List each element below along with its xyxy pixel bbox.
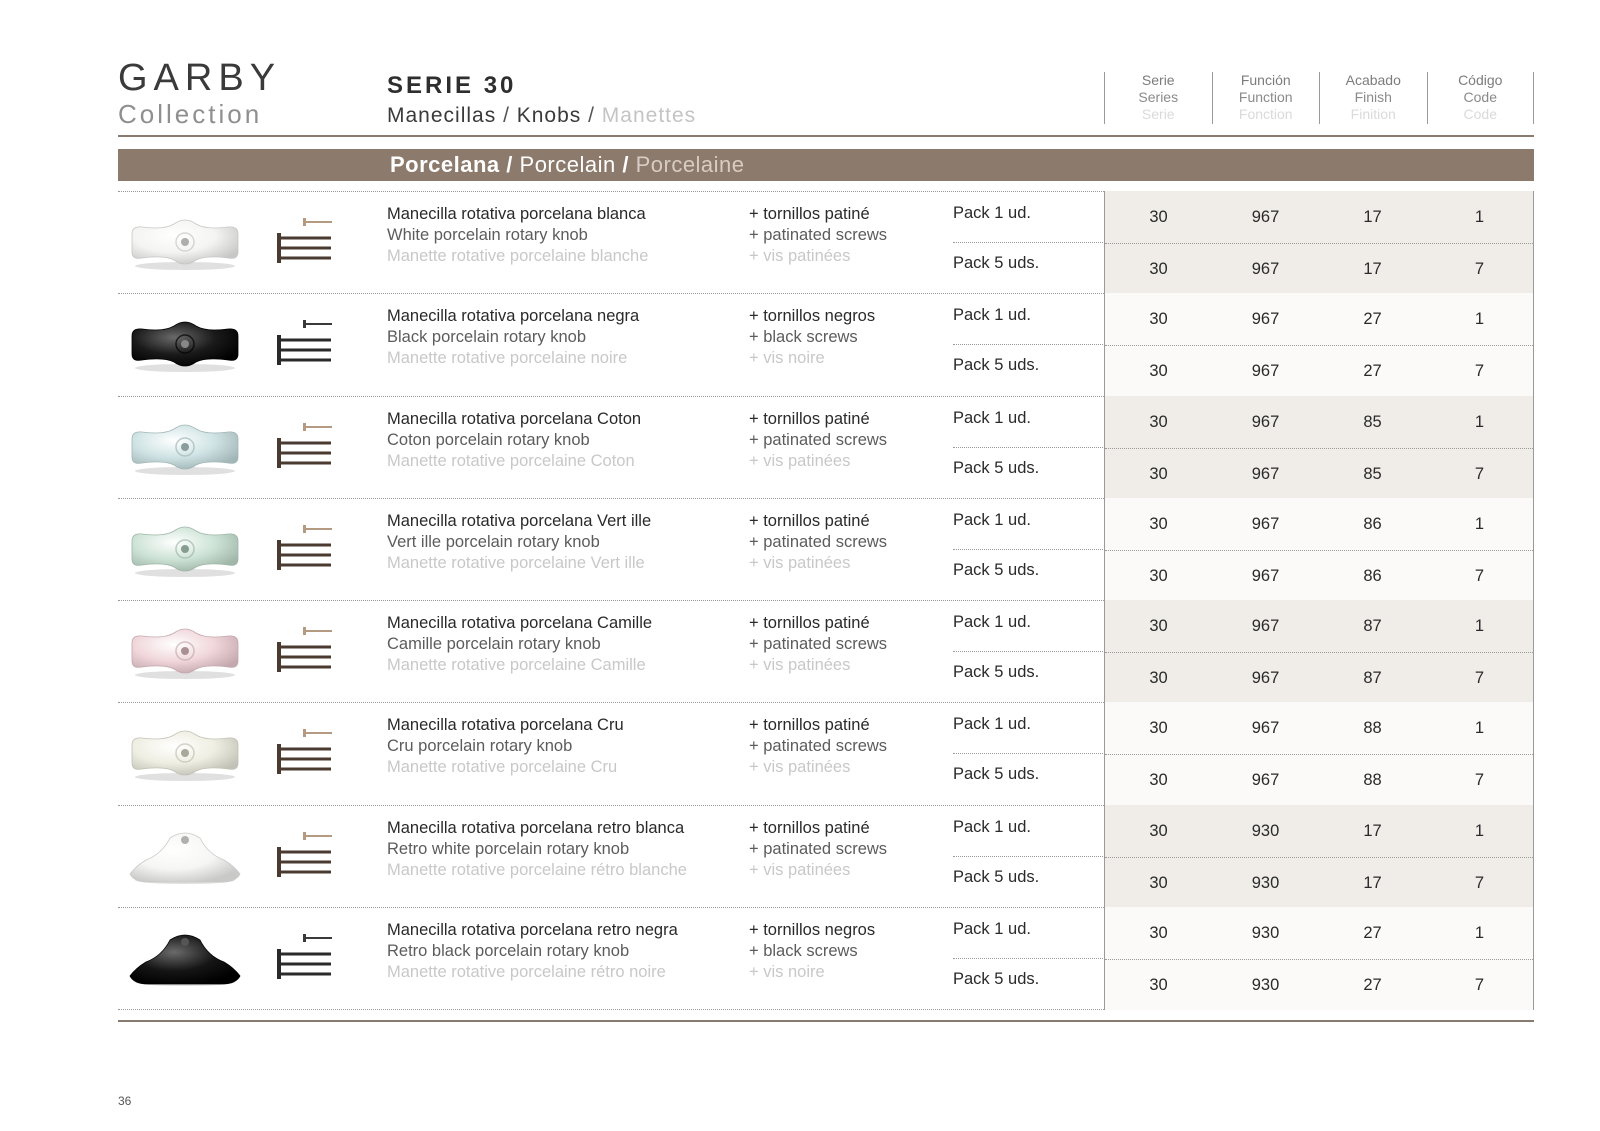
extra-es: + tornillos patiné bbox=[749, 614, 870, 632]
extra-es: + tornillos patiné bbox=[749, 818, 870, 837]
product-name-fr: Manette rotative porcelaine Cru bbox=[387, 758, 618, 777]
pack-1-label: Pack 1 ud. bbox=[953, 715, 1031, 734]
product-name-en: Vert ille porcelain rotary knob bbox=[387, 532, 600, 551]
product-name-es: Manecilla rotativa porcelana Coton bbox=[387, 409, 642, 428]
column-header-codigo bbox=[1427, 72, 1535, 124]
code-acabado: 87 bbox=[1363, 669, 1382, 687]
knob-image bbox=[126, 723, 244, 783]
screws-image bbox=[275, 625, 335, 677]
column-header-es: Código bbox=[1458, 72, 1503, 88]
product-extra bbox=[749, 306, 939, 369]
code-serie: 30 bbox=[1149, 260, 1168, 278]
extra-es: + tornillos patiné bbox=[749, 511, 870, 530]
pack-5-label: Pack 5 uds. bbox=[953, 356, 1040, 375]
product-name-es: Manecilla rotativa porcelana retro negra bbox=[387, 920, 678, 939]
screws-icon bbox=[275, 216, 335, 268]
product-name-es: Manecilla rotativa porcelana Camille bbox=[387, 614, 653, 632]
code-acabado: 85 bbox=[1363, 412, 1382, 431]
code-codigo: 7 bbox=[1474, 260, 1485, 278]
code-funcion: 930 bbox=[1251, 821, 1280, 840]
product-description bbox=[387, 613, 747, 676]
column-headers bbox=[1104, 72, 1534, 124]
screws-icon bbox=[275, 523, 335, 575]
extra-en: + patinated screws bbox=[749, 839, 888, 858]
code-line-pack-5 bbox=[1105, 959, 1533, 1010]
product-name-fr: Manette rotative porcelaine Coton bbox=[387, 451, 635, 470]
extra-fr: + vis patinées bbox=[749, 553, 851, 572]
pack-5-label: Pack 5 uds. bbox=[953, 560, 1040, 579]
code-line-pack-5 bbox=[1105, 754, 1533, 805]
code-serie: 30 bbox=[1149, 669, 1168, 687]
product-name-en: Retro white porcelain rotary knob bbox=[387, 839, 630, 858]
product-extra bbox=[749, 204, 939, 267]
code-acabado: 17 bbox=[1363, 873, 1382, 892]
extra-fr: + vis patinées bbox=[749, 451, 851, 470]
product-extra bbox=[749, 511, 939, 574]
product-extra bbox=[749, 715, 939, 778]
screws-image bbox=[275, 523, 335, 575]
product-name-fr: Manette rotative porcelaine rétro noire bbox=[387, 962, 666, 981]
code-acabado: 27 bbox=[1363, 362, 1382, 381]
series-title: SERIE 30 bbox=[387, 72, 517, 99]
code-line-pack-1 bbox=[1105, 908, 1533, 959]
screws-icon bbox=[275, 932, 335, 984]
code-line-pack-1 bbox=[1105, 601, 1533, 652]
product-row bbox=[118, 192, 1534, 294]
column-header-es: Función bbox=[1240, 72, 1291, 88]
code-funcion: 967 bbox=[1251, 362, 1280, 381]
extra-fr: + vis patinées bbox=[749, 656, 851, 674]
knob-icon bbox=[126, 723, 244, 783]
product-name-es: Manecilla rotativa porcelana blanca bbox=[387, 205, 646, 223]
code-funcion: 967 bbox=[1251, 617, 1280, 635]
pack-5-label: Pack 5 uds. bbox=[953, 254, 1040, 272]
pack-1-label: Pack 1 ud. bbox=[953, 919, 1031, 938]
knob-icon bbox=[126, 212, 244, 272]
code-codigo: 1 bbox=[1474, 617, 1485, 635]
knob-icon bbox=[126, 314, 244, 374]
extra-en: + black screws bbox=[749, 941, 858, 960]
category-band bbox=[118, 149, 1534, 181]
column-header-fr: Serie bbox=[1141, 106, 1175, 122]
code-serie: 30 bbox=[1149, 923, 1168, 942]
header-divider bbox=[118, 135, 1534, 137]
pack-1-label: Pack 1 ud. bbox=[953, 613, 1031, 631]
code-codigo: 1 bbox=[1474, 208, 1485, 226]
pack-1-label: Pack 1 ud. bbox=[953, 510, 1031, 529]
column-header-en: Code bbox=[1463, 89, 1497, 105]
product-name-es: Manecilla rotativa porcelana Vert ille bbox=[387, 511, 652, 530]
code-line-pack-1 bbox=[1105, 703, 1533, 754]
knob-image bbox=[126, 417, 244, 477]
product-row bbox=[118, 703, 1534, 805]
series-sub-en: Knobs bbox=[516, 104, 582, 127]
extra-es: + tornillos negros bbox=[749, 307, 876, 326]
extra-fr: + vis noire bbox=[749, 962, 825, 981]
code-funcion: 967 bbox=[1251, 310, 1280, 329]
pack-1-label: Pack 1 ud. bbox=[953, 408, 1031, 427]
extra-en: + patinated screws bbox=[749, 737, 888, 756]
extra-en: + patinated screws bbox=[749, 226, 888, 244]
product-name-es: Manecilla rotativa porcelana retro blanca bbox=[387, 818, 685, 837]
code-acabado: 17 bbox=[1363, 260, 1382, 278]
product-name-fr: Manette rotative porcelaine blanche bbox=[387, 247, 649, 265]
product-description bbox=[387, 511, 747, 574]
code-funcion: 930 bbox=[1251, 923, 1280, 942]
extra-es: + tornillos patiné bbox=[749, 716, 870, 735]
product-row bbox=[118, 908, 1534, 1010]
product-row bbox=[118, 397, 1534, 499]
code-acabado: 27 bbox=[1363, 975, 1382, 994]
product-description bbox=[387, 818, 747, 881]
product-name-es: Manecilla rotativa porcelana negra bbox=[387, 307, 640, 326]
pack-options bbox=[953, 908, 1103, 1009]
code-funcion: 930 bbox=[1251, 975, 1280, 994]
knob-icon bbox=[126, 621, 244, 681]
extra-en: + patinated screws bbox=[749, 635, 888, 653]
code-serie: 30 bbox=[1149, 821, 1168, 840]
code-serie: 30 bbox=[1149, 719, 1168, 738]
code-serie: 30 bbox=[1149, 362, 1168, 381]
product-extra bbox=[749, 920, 939, 983]
knob-icon bbox=[126, 417, 244, 477]
product-description bbox=[387, 409, 747, 472]
product-name-fr: Manette rotative porcelaine noire bbox=[387, 349, 628, 368]
code-line-pack-5 bbox=[1105, 448, 1533, 499]
column-header-en: Function bbox=[1238, 89, 1293, 105]
pack-5-label: Pack 5 uds. bbox=[953, 969, 1040, 988]
brand-subtitle: Collection bbox=[118, 99, 263, 129]
code-serie: 30 bbox=[1149, 310, 1168, 329]
code-line-pack-5 bbox=[1105, 243, 1533, 294]
category-en: Porcelain bbox=[519, 152, 616, 177]
pack-5-label: Pack 5 uds. bbox=[953, 458, 1040, 477]
code-line-pack-1 bbox=[1105, 806, 1533, 857]
extra-en: + black screws bbox=[749, 328, 858, 347]
product-extra bbox=[749, 613, 939, 676]
extra-en: + patinated screws bbox=[749, 532, 888, 551]
brand-title: GARBY bbox=[118, 57, 282, 99]
product-row bbox=[118, 601, 1534, 703]
code-funcion: 930 bbox=[1251, 873, 1280, 892]
code-acabado: 86 bbox=[1363, 566, 1382, 585]
code-serie: 30 bbox=[1149, 514, 1168, 533]
code-cells bbox=[1104, 293, 1534, 396]
code-cells bbox=[1104, 396, 1534, 499]
series-sub-es: Manecillas bbox=[387, 104, 497, 127]
pack-options bbox=[953, 601, 1103, 702]
code-codigo: 7 bbox=[1474, 771, 1485, 790]
code-acabado: 86 bbox=[1363, 514, 1382, 533]
code-funcion: 967 bbox=[1251, 566, 1280, 585]
knob-image bbox=[126, 928, 244, 988]
code-serie: 30 bbox=[1149, 771, 1168, 790]
code-acabado: 85 bbox=[1363, 464, 1382, 483]
pack-1-label: Pack 1 ud. bbox=[953, 306, 1031, 325]
product-row bbox=[118, 806, 1534, 908]
screws-icon bbox=[275, 421, 335, 473]
pack-options bbox=[953, 806, 1103, 907]
screws-image bbox=[275, 932, 335, 984]
pack-5-label: Pack 5 uds. bbox=[953, 663, 1040, 681]
product-row bbox=[118, 294, 1534, 396]
product-name-fr: Manette rotative porcelaine Vert ille bbox=[387, 553, 645, 572]
code-codigo: 1 bbox=[1474, 821, 1485, 840]
code-funcion: 967 bbox=[1251, 514, 1280, 533]
category-es: Porcelana bbox=[390, 152, 500, 177]
code-codigo: 7 bbox=[1474, 873, 1485, 892]
column-header-fr: Finition bbox=[1350, 106, 1396, 122]
code-funcion: 967 bbox=[1251, 208, 1280, 226]
extra-es: + tornillos patiné bbox=[749, 409, 870, 428]
code-codigo: 1 bbox=[1474, 719, 1485, 738]
product-name-en: Black porcelain rotary knob bbox=[387, 328, 587, 347]
code-line-pack-5 bbox=[1105, 550, 1533, 601]
code-serie: 30 bbox=[1149, 464, 1168, 483]
series-sub-fr: Manettes bbox=[601, 104, 697, 127]
code-codigo: 1 bbox=[1474, 923, 1485, 942]
footer-divider bbox=[118, 1020, 1534, 1022]
code-line-pack-1 bbox=[1105, 294, 1533, 345]
page-number: 36 bbox=[118, 1094, 132, 1108]
product-name-es: Manecilla rotativa porcelana Cru bbox=[387, 716, 624, 735]
code-serie: 30 bbox=[1149, 617, 1168, 635]
product-extra bbox=[749, 818, 939, 881]
pack-5-label: Pack 5 uds. bbox=[953, 765, 1040, 784]
code-acabado: 27 bbox=[1363, 310, 1382, 329]
code-cells bbox=[1104, 702, 1534, 805]
series-subtitle: Manecillas / Knobs / Manettes bbox=[387, 104, 697, 127]
code-line-pack-1 bbox=[1105, 499, 1533, 550]
code-cells bbox=[1104, 600, 1534, 703]
knob-image bbox=[126, 212, 244, 272]
code-codigo: 1 bbox=[1474, 514, 1485, 533]
code-cells bbox=[1104, 191, 1534, 294]
screws-icon bbox=[275, 318, 335, 370]
product-name-fr: Manette rotative porcelaine Camille bbox=[387, 656, 646, 674]
column-header-fr: Fonction bbox=[1238, 106, 1293, 122]
product-name-en: Coton porcelain rotary knob bbox=[387, 430, 590, 449]
code-codigo: 7 bbox=[1474, 566, 1485, 585]
pack-1-label: Pack 1 ud. bbox=[953, 204, 1031, 222]
code-funcion: 967 bbox=[1251, 464, 1280, 483]
code-line-pack-5 bbox=[1105, 652, 1533, 703]
pack-options bbox=[953, 294, 1103, 395]
extra-es: + tornillos patiné bbox=[749, 205, 870, 223]
code-acabado: 88 bbox=[1363, 719, 1382, 738]
code-acabado: 27 bbox=[1363, 923, 1382, 942]
brand bbox=[118, 58, 281, 130]
product-row bbox=[118, 499, 1534, 601]
extra-fr: + vis patinées bbox=[749, 758, 851, 777]
product-name-en: White porcelain rotary knob bbox=[387, 226, 588, 244]
product-name-en: Cru porcelain rotary knob bbox=[387, 737, 573, 756]
code-serie: 30 bbox=[1149, 412, 1168, 431]
product-name-en: Retro black porcelain rotary knob bbox=[387, 941, 630, 960]
category-title: Porcelana / Porcelain / Porcelaine bbox=[390, 152, 745, 177]
code-line-pack-5 bbox=[1105, 857, 1533, 908]
code-cells bbox=[1104, 805, 1534, 908]
column-header-en: Series bbox=[1138, 89, 1179, 105]
extra-fr: + vis patinées bbox=[749, 860, 851, 879]
pack-1-label: Pack 1 ud. bbox=[953, 817, 1031, 836]
screws-image bbox=[275, 318, 335, 370]
code-serie: 30 bbox=[1149, 566, 1168, 585]
pack-options bbox=[953, 397, 1103, 498]
column-header-serie bbox=[1104, 72, 1212, 124]
code-funcion: 967 bbox=[1251, 719, 1280, 738]
code-serie: 30 bbox=[1149, 208, 1168, 226]
product-name-fr: Manette rotative porcelaine rétro blanche bbox=[387, 860, 687, 879]
product-description bbox=[387, 715, 747, 778]
code-acabado: 17 bbox=[1363, 208, 1382, 226]
column-header-en: Finish bbox=[1354, 89, 1392, 105]
code-codigo: 7 bbox=[1474, 669, 1485, 687]
product-description bbox=[387, 306, 747, 369]
code-codigo: 1 bbox=[1474, 412, 1485, 431]
code-serie: 30 bbox=[1149, 873, 1168, 892]
code-serie: 30 bbox=[1149, 975, 1168, 994]
pack-options bbox=[953, 499, 1103, 600]
knob-icon bbox=[126, 928, 244, 988]
extra-fr: + vis noire bbox=[749, 349, 825, 368]
code-codigo: 1 bbox=[1474, 310, 1485, 329]
extra-es: + tornillos negros bbox=[749, 920, 876, 939]
code-acabado: 87 bbox=[1363, 617, 1382, 635]
extra-en: + patinated screws bbox=[749, 430, 888, 449]
code-cells bbox=[1104, 498, 1534, 601]
code-funcion: 967 bbox=[1251, 260, 1280, 278]
knob-icon bbox=[126, 519, 244, 579]
code-codigo: 7 bbox=[1474, 975, 1485, 994]
knob-image bbox=[126, 314, 244, 374]
code-line-pack-1 bbox=[1105, 192, 1533, 243]
product-table bbox=[118, 191, 1534, 1010]
column-header-acabado bbox=[1319, 72, 1427, 124]
screws-image bbox=[275, 216, 335, 268]
extra-fr: + vis patinées bbox=[749, 247, 851, 265]
product-extra bbox=[749, 409, 939, 472]
code-acabado: 17 bbox=[1363, 821, 1382, 840]
screws-image bbox=[275, 727, 335, 779]
screws-icon bbox=[275, 727, 335, 779]
series-header bbox=[387, 72, 696, 130]
code-codigo: 7 bbox=[1474, 464, 1485, 483]
knob-image bbox=[126, 826, 244, 886]
product-description bbox=[387, 204, 747, 267]
product-description bbox=[387, 920, 747, 983]
screws-icon bbox=[275, 830, 335, 882]
column-header-funcion bbox=[1212, 72, 1320, 124]
code-funcion: 967 bbox=[1251, 412, 1280, 431]
column-header-es: Serie bbox=[1141, 72, 1175, 88]
product-name-en: Camille porcelain rotary knob bbox=[387, 635, 601, 653]
code-acabado: 88 bbox=[1363, 771, 1382, 790]
pack-5-label: Pack 5 uds. bbox=[953, 867, 1040, 886]
code-codigo: 7 bbox=[1474, 362, 1485, 381]
code-cells bbox=[1104, 907, 1534, 1010]
code-funcion: 967 bbox=[1251, 669, 1280, 687]
knob-image bbox=[126, 621, 244, 681]
column-header-fr: Code bbox=[1463, 106, 1497, 122]
knob-icon bbox=[126, 826, 244, 886]
category-fr: Porcelaine bbox=[635, 152, 745, 177]
pack-options bbox=[953, 192, 1103, 293]
screws-icon bbox=[275, 625, 335, 677]
column-header-es: Acabado bbox=[1345, 72, 1401, 88]
code-line-pack-1 bbox=[1105, 397, 1533, 448]
screws-image bbox=[275, 421, 335, 473]
pack-options bbox=[953, 703, 1103, 804]
code-line-pack-5 bbox=[1105, 345, 1533, 396]
knob-image bbox=[126, 519, 244, 579]
code-funcion: 967 bbox=[1251, 771, 1280, 790]
screws-image bbox=[275, 830, 335, 882]
